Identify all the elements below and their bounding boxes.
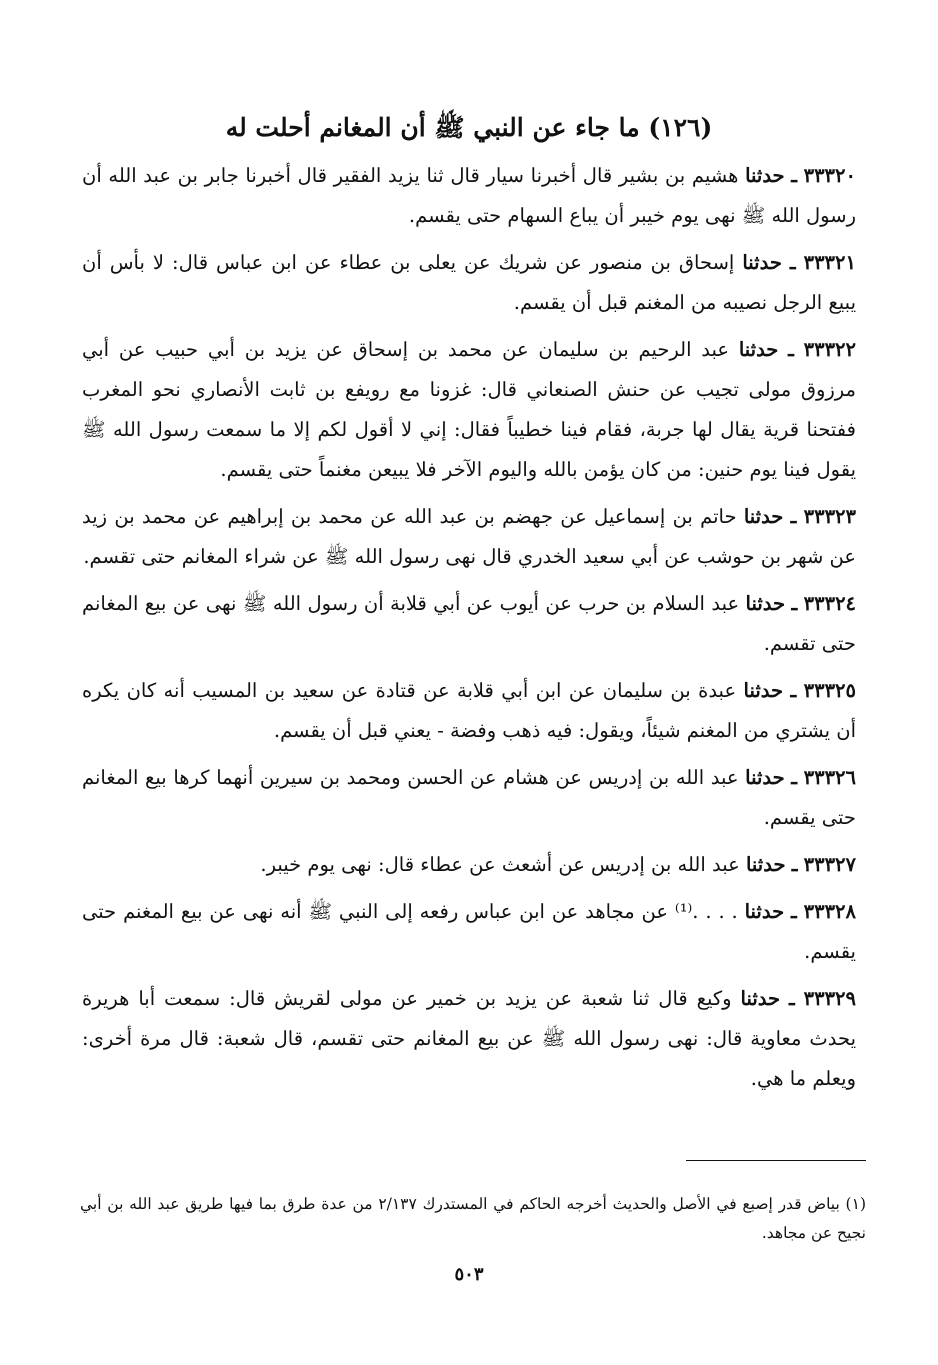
hadith-text: عبد الرحيم بن سليمان عن محمد بن إسحاق عن يزيد بن أبي حبيب عن أبي مرزوق مولى تجيب عن حنش الصنعاني قال: غزونا مع رويفع بن ثابت الأنصاري نحو المغرب ففتحنا قرية يقال لها جربة، فقام فينا خطيباً فقال: إني لا أقول لكم إلا ما سمعت رسول الله ﷺ يقول فينا يوم حنين: من كان يؤمن بالله واليوم الآخر فلا يبيعن مغنماً حتى يقسم. (82, 338, 856, 481)
hadith-number: ٣٣٣٢٠ (803, 164, 856, 187)
hadith-dash: ـ (790, 679, 797, 702)
hadith-33321 (82, 243, 856, 323)
hadith-lead: حدثنا (743, 505, 784, 528)
hadith-number: ٣٣٣٢٣ (803, 505, 857, 528)
hadith-number: ٣٣٣٢٥ (803, 679, 856, 702)
hadith-text: عبدة بن سليمان عن ابن أبي قلابة عن قتادة عن سعيد بن المسيب أنه كان يكره أن يشتري من المغنم شيئاً، ويقول: فيه ذهب وفضة - يعني قبل أن يقسم. (82, 679, 856, 742)
hadith-lead: حدثنا (738, 338, 779, 361)
hadith-text: حاتم بن إسماعيل عن جهضم بن عبد الله عن محمد بن إبراهيم عن محمد بن زيد عن شهر بن حوشب عن أبي سعيد الخدري قال نهى رسول الله ﷺ عن شراء المغانم حتى تقسم. (82, 505, 856, 568)
hadith-list (82, 156, 856, 1106)
hadith-dash: ـ (791, 853, 798, 876)
hadith-number: ٣٣٣٢٤ (803, 592, 857, 615)
hadith-text: عبد السلام بن حرب عن أيوب عن أبي قلابة أن رسول الله ﷺ نهى عن بيع المغانم حتى تقسم. (82, 592, 856, 655)
hadith-text: هشيم بن بشير قال أخبرنا سيار قال ثنا يزيد الفقير قال أخبرنا جابر بن عبد الله أن رسول الله ﷺ نهى يوم خيبر أن يباع السهام حتى يقسم. (82, 164, 856, 227)
hadith-lead: حدثنا (745, 592, 786, 615)
hadith-text: إسحاق بن منصور عن شريك عن يعلى بن عطاء عن ابن عباس قال: لا بأس أن يبيع الرجل نصيبه من المغنم قبل أن يقسم. (82, 251, 856, 314)
hadith-33323 (82, 497, 856, 577)
hadith-lead: حدثنا (745, 766, 785, 789)
hadith-lead: حدثنا (745, 164, 785, 187)
hadith-dash: ـ (789, 251, 796, 274)
hadith-33327 (82, 845, 856, 885)
footnote: (١) بياض قدر إصبع في الأصل والحديث أخرجه الحاكم في المستدرك ٢/١٣٧ من عدة طرق بما فيها طريق عبد الله بن أبي نجيح عن مجاهد. (80, 1195, 866, 1242)
hadith-text: وكيع قال ثنا شعبة عن يزيد بن خمير عن مولى لقريش قال: سمعت أبا هريرة يحدث معاوية قال: نهى رسول الله ﷺ عن بيع المغانم حتى تقسم، قال شعبة: قال مرة أخرى: ويعلم ما هي. (82, 987, 856, 1090)
hadith-number: ٣٣٣٢٧ (803, 853, 856, 876)
hadith-33322 (82, 330, 856, 490)
hadith-number: ٣٣٣٢٢ (803, 338, 857, 361)
hadith-dash: ـ (791, 592, 798, 615)
hadith-text: عبد الله بن إدريس عن هشام عن الحسن ومحمد بن سيرين أنهما كرها بيع المغانم حتى يقسم. (82, 766, 856, 829)
hadith-text: . . . .⁽¹⁾ عن مجاهد عن ابن عباس رفعه إلى النبي ﷺ أنه نهى عن بيع المغنم حتى يقسم. (82, 900, 856, 963)
hadith-33324 (82, 584, 856, 664)
hadith-33325 (82, 671, 856, 751)
hadith-lead: حدثنا (744, 900, 785, 923)
hadith-number: ٣٣٣٢٦ (803, 766, 857, 789)
chapter-heading: (١٢٦) ما جاء عن النبي ﷺ أن المغانم أحلت له (225, 113, 713, 142)
hadith-33320 (82, 156, 856, 236)
hadith-number: ٣٣٣٢٨ (803, 900, 856, 923)
hadith-33329 (82, 979, 856, 1099)
hadith-number: ٣٣٣٢٩ (803, 987, 856, 1010)
hadith-dash: ـ (788, 987, 795, 1010)
hadith-33328 (82, 892, 856, 972)
hadith-dash: ـ (791, 900, 797, 923)
hadith-text: عبد الله بن إدريس عن أشعث عن عطاء قال: نهى يوم خيبر. (260, 853, 740, 876)
hadith-dash: ـ (791, 164, 797, 187)
hadith-lead: حدثنا (743, 679, 784, 702)
hadith-number: ٣٣٣٢١ (803, 251, 856, 274)
hadith-dash: ـ (791, 766, 798, 789)
hadith-lead: حدثنا (740, 987, 781, 1010)
hadith-dash: ـ (790, 505, 797, 528)
footnote-divider (686, 1160, 866, 1161)
hadith-lead: حدثنا (742, 251, 782, 274)
hadith-33326 (82, 758, 856, 838)
hadith-dash: ـ (788, 338, 794, 361)
page-number: ٥٠٣ (454, 1264, 484, 1285)
hadith-lead: حدثنا (745, 853, 786, 876)
